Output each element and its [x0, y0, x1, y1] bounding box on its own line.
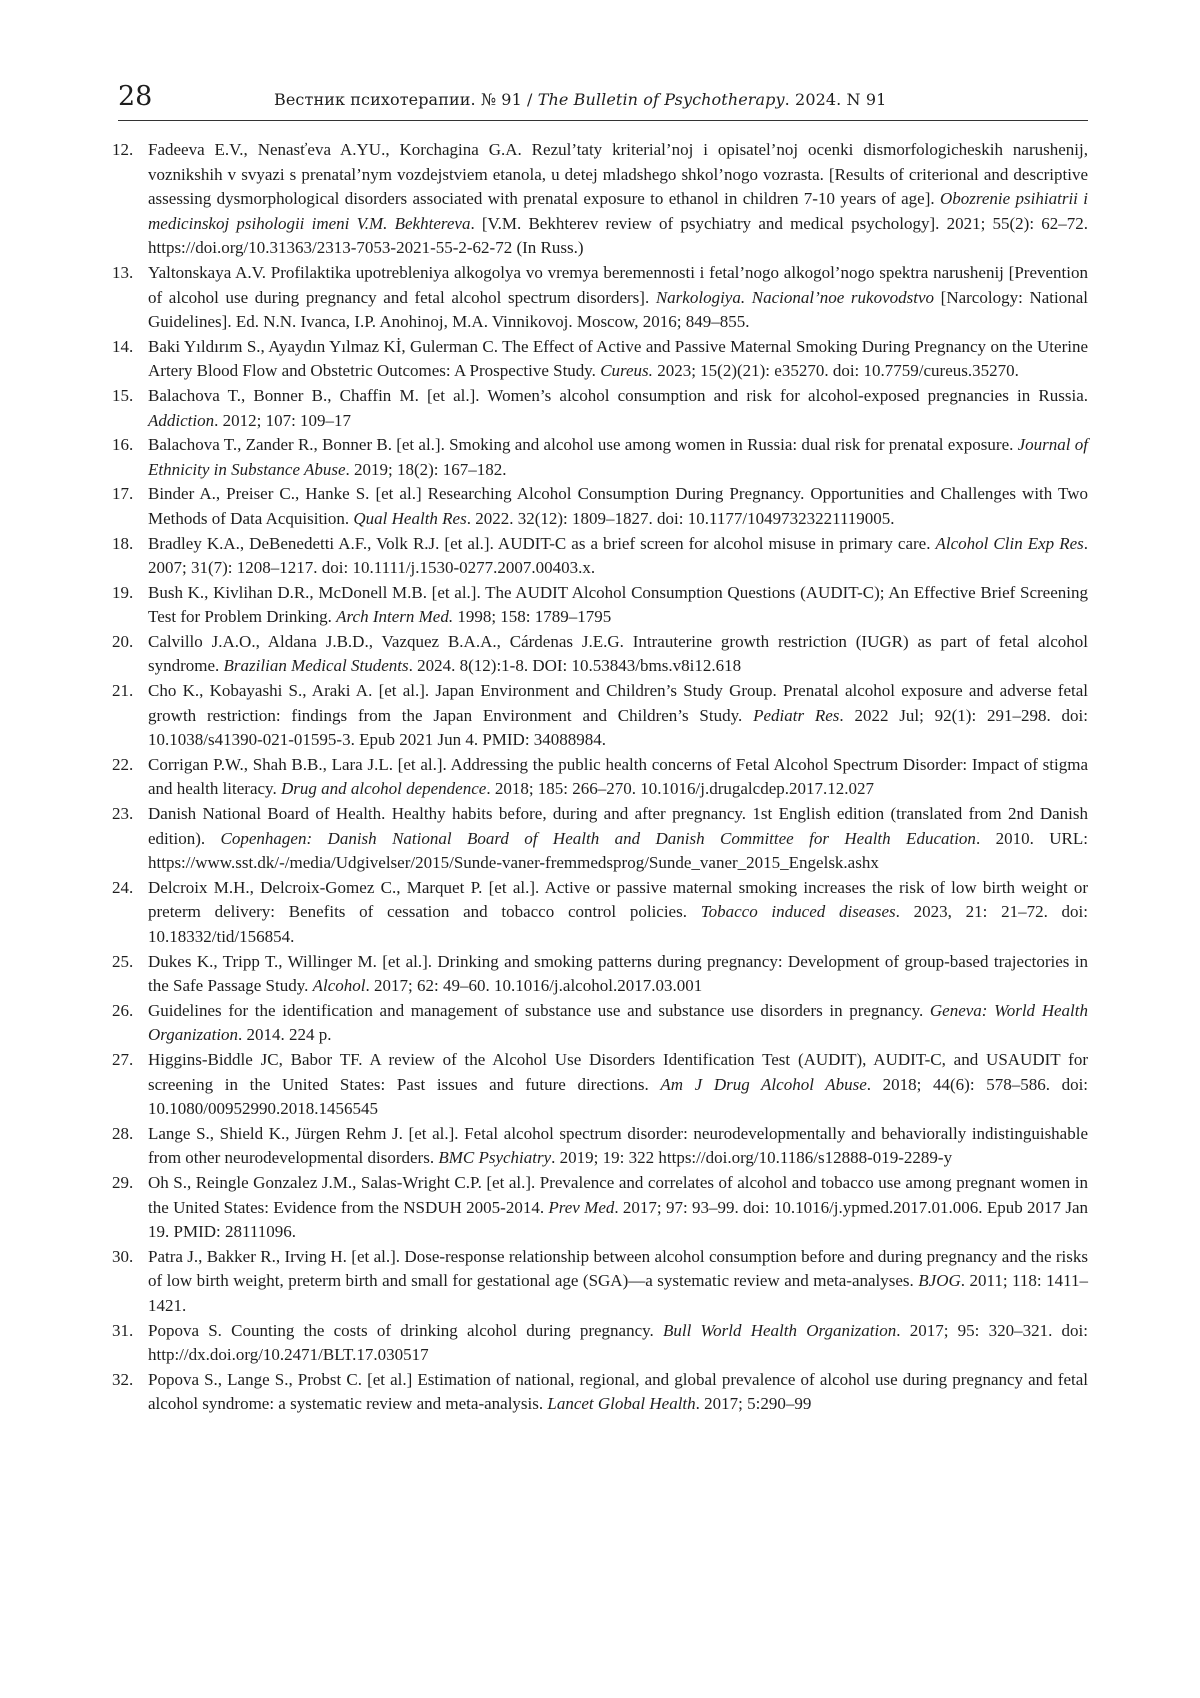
reference-details: . 2019; 18(2): 167–182. [346, 460, 507, 479]
reference-text: Guidelines for the identification and management of substance use and substance use disorders in pregnancy. [148, 1001, 930, 1020]
reference-source: Bull World Health Organization [663, 1321, 896, 1340]
reference-details: . 2022 Jul; 92(1): 291–298. doi: 10.1038/s41390-021-01595-3. Epub 2021 Jun 4. PMID: 34088984. [148, 706, 1088, 750]
reference-text: Delcroix M.H., Delcroix-Gomez C., Marquet P. [et al.]. Active or passive maternal smoking increases the risk of low birth weight or preterm delivery: Benefits of cessation and tobacco control policies. [148, 878, 1088, 922]
reference-source: Prev Med [548, 1198, 614, 1217]
reference-details: 1998; 158: 1789–1795 [453, 607, 611, 626]
journal-title-en: The Bulletin of Psychotherapy [538, 90, 785, 109]
reference-item [112, 482, 1088, 531]
reference-item [112, 630, 1088, 679]
reference-number: 32. [112, 1368, 133, 1393]
reference-number: 26. [112, 999, 133, 1024]
reference-source: Journal of Ethnicity in Substance Abuse [148, 435, 1088, 479]
reference-text: Popova S. Counting the costs of drinking alcohol during pregnancy. [148, 1321, 663, 1340]
reference-text: Balachova T., Zander R., Bonner B. [et al.]. Smoking and alcohol use among women in Russia: dual risk for prenatal exposure. [148, 435, 1018, 454]
reference-text: Corrigan P.W., Shah B.B., Lara J.L. [et al.]. Addressing the public health concerns of Fetal Alcohol Spectrum Disorder: Impact of stigma and health literacy. [148, 755, 1088, 799]
reference-details: . 2018; 44(6): 578–586. doi: 10.1080/00952990.2018.1456545 [148, 1075, 1088, 1119]
title-separator: / [527, 90, 533, 109]
reference-number: 23. [112, 802, 133, 827]
reference-number: 14. [112, 335, 133, 360]
reference-number: 27. [112, 1048, 133, 1073]
reference-item [112, 433, 1088, 482]
reference-text: Dukes K., Tripp T., Willinger M. [et al.]. Drinking and smoking patterns during pregnancy: Development of group-based trajectories in the Safe Passage Study. [148, 952, 1088, 996]
reference-details: . 2022. 32(12): 1809–1827. doi: 10.1177/10497323221119005. [467, 509, 895, 528]
reference-source: BJOG [918, 1271, 960, 1290]
reference-item [112, 532, 1088, 581]
reference-text: Baki Yıldırım S., Ayaydın Yılmaz Kİ, Gulerman C. The Effect of Active and Passive Maternal Smoking During Pregnancy on the Uterine Artery Blood Flow and Obstetric Outcomes: A Prospective Study. [148, 337, 1088, 381]
reference-item [112, 950, 1088, 999]
running-head [274, 90, 886, 110]
reference-source: Narkologiya. Nacional’noe rukovodstvo [656, 288, 934, 307]
reference-source: BMC Psychiatry [438, 1148, 551, 1167]
page-header [118, 82, 1088, 121]
reference-text: Popova S., Lange S., Probst C. [et al.] Estimation of national, regional, and global prevalence of alcohol use during pregnancy and fetal alcohol syndrome: a systematic review and meta-analysis. [148, 1370, 1088, 1414]
reference-source: Arch Intern Med. [336, 607, 453, 626]
reference-source: Obozrenie psihiatrii i medicinskoj psihologii imeni V.M. Bekhtereva [148, 189, 1088, 233]
reference-text: Danish National Board of Health. Healthy habits before, during and after pregnancy. 1st English edition (translated from 2nd Danish edition). [148, 804, 1088, 848]
reference-item [112, 384, 1088, 433]
reference-item [112, 1122, 1088, 1171]
reference-source: Cureus. [600, 361, 653, 380]
reference-item [112, 679, 1088, 753]
reference-item [112, 1368, 1088, 1417]
reference-details: . 2017; 62: 49–60. 10.1016/j.alcohol.2017.03.001 [366, 976, 703, 995]
reference-source: Lancet Global Health [547, 1394, 695, 1413]
reference-text: Yaltonskaya A.V. Profilaktika upotrebleniya alkogolya vo vremya beremennosti i fetal’nogo alkogol’nogo spektra narushenij [Prevention of alcohol use during pregnancy and fetal alcohol spectrum disorders]. [148, 263, 1088, 307]
reference-number: 28. [112, 1122, 133, 1147]
reference-text: Bradley K.A., DeBenedetti A.F., Volk R.J. [et al.]. AUDIT-C as a brief screen for alcohol misuse in primary care. [148, 534, 936, 553]
reference-details: . 2012; 107: 109–17 [214, 411, 351, 430]
reference-details: . 2010. URL: https://www.sst.dk/-/media/Udgivelser/2015/Sunde-vaner-fremmedsprog/Sunde_vaner_2015_Engelsk.ashx [148, 829, 1088, 873]
reference-details: . 2019; 19: 322 https://doi.org/10.1186/s12888-019-2289-y [551, 1148, 952, 1167]
reference-list [112, 138, 1088, 1417]
reference-details: . 2024. 8(12):1-8. DOI: 10.53843/bms.v8i12.618 [409, 656, 741, 675]
reference-number: 29. [112, 1171, 133, 1196]
reference-number: 15. [112, 384, 133, 409]
reference-details: . 2023, 21: 21–72. doi: 10.18332/tid/156854. [148, 902, 1088, 946]
reference-source: Addiction [148, 411, 214, 430]
reference-details: . 2017; 5:290–99 [696, 1394, 812, 1413]
reference-number: 24. [112, 876, 133, 901]
reference-source: Pediatr Res [753, 706, 839, 725]
reference-number: 20. [112, 630, 133, 655]
reference-item [112, 753, 1088, 802]
reference-item [112, 581, 1088, 630]
reference-source: Geneva: World Health Organization [148, 1001, 1088, 1045]
reference-details: . 2011; 118: 1411–1421. [148, 1271, 1088, 1315]
reference-item [112, 261, 1088, 335]
reference-item [112, 1245, 1088, 1319]
reference-text: Cho K., Kobayashi S., Araki A. [et al.]. Japan Environment and Children’s Study Group. Prenatal alcohol exposure and adverse fetal growth restriction: findings from the Japan Environment and Children’s Study. [148, 681, 1088, 725]
year-issue: . 2024. N 91 [785, 90, 887, 109]
reference-text: Calvillo J.A.O., Aldana J.B.D., Vazquez B.A.A., Cárdenas J.E.G. Intrauterine growth restriction (IUGR) as part of fetal alcohol syndrome. [148, 632, 1088, 676]
reference-details: . 2014. 224 p. [238, 1025, 332, 1044]
page-number: 28 [118, 82, 152, 112]
reference-source: Qual Health Res [353, 509, 466, 528]
reference-text: Binder A., Preiser C., Hanke S. [et al.] Researching Alcohol Consumption During Pregnancy. Opportunities and Challenges with Two Methods of Data Acquisition. [148, 484, 1088, 528]
reference-number: 13. [112, 261, 133, 286]
reference-item [112, 1319, 1088, 1368]
reference-number: 19. [112, 581, 133, 606]
reference-item [112, 1048, 1088, 1122]
reference-text: Patra J., Bakker R., Irving H. [et al.]. Dose-response relationship between alcohol consumption before and during pregnancy and the risks of low birth weight, preterm birth and small for gestational age (SGA)—a systematic review and meta-analyses. [148, 1247, 1088, 1291]
reference-details: . 2017; 97: 93–99. doi: 10.1016/j.ypmed.2017.01.006. Epub 2017 Jan 19. PMID: 28111096. [148, 1198, 1088, 1242]
reference-details: . 2017; 95: 320–321. doi: http://dx.doi.org/10.2471/BLT.17.030517 [148, 1321, 1088, 1365]
reference-item [112, 999, 1088, 1048]
reference-item [112, 876, 1088, 950]
reference-source: Alcohol Clin Exp Res [936, 534, 1084, 553]
reference-source: Copenhagen: Danish National Board of Health and Danish Committee for Health Education [221, 829, 976, 848]
reference-source: Brazilian Medical Students [224, 656, 409, 675]
journal-page [0, 0, 1200, 1698]
reference-item [112, 802, 1088, 876]
reference-item [112, 138, 1088, 261]
reference-source: Drug and alcohol dependence [281, 779, 486, 798]
reference-number: 21. [112, 679, 133, 704]
reference-details: [Narcology: National Guidelines]. Ed. N.N. Ivanca, I.P. Anohinoj, M.A. Vinnikovoj. Moscow, 2016; 849–855. [148, 288, 1088, 332]
reference-number: 25. [112, 950, 133, 975]
reference-details: 2023; 15(2)(21): e35270. doi: 10.7759/cureus.35270. [653, 361, 1019, 380]
reference-source: Am J Drug Alcohol Abuse [660, 1075, 866, 1094]
reference-number: 31. [112, 1319, 133, 1344]
journal-title-ru: Вестник психотерапии. № 91 [274, 90, 522, 109]
reference-source: Tobacco induced diseases [701, 902, 896, 921]
reference-item [112, 335, 1088, 384]
reference-number: 30. [112, 1245, 133, 1270]
reference-text: Balachova T., Bonner B., Chaffin M. [et al.]. Women’s alcohol consumption and risk for alcohol-exposed pregnancies in Russia. [148, 386, 1088, 405]
reference-item [112, 1171, 1088, 1245]
reference-text: Fadeeva E.V., Nenasťeva A.YU., Korchagina G.A. Rezul’taty kriterial’noj i opisatel’noj ocenki dismorfologicheskih narushenij, voznikshih v svyazi s prenatal’nym vozdejstviem etanola, u detej mladshego shkol’nogo vozrasta. [Results of criterional and descriptive assessing dysmorphological disorders associated with prenatal exposure to ethanol in children 7-10 years of age]. [148, 140, 1088, 208]
reference-number: 16. [112, 433, 133, 458]
reference-text: Lange S., Shield K., Jürgen Rehm J. [et al.]. Fetal alcohol spectrum disorder: neurodevelopmentally and behaviorally indistinguishable from other neurodevelopmental disorders. [148, 1124, 1088, 1168]
reference-number: 18. [112, 532, 133, 557]
reference-text: Oh S., Reingle Gonzalez J.M., Salas-Wright C.P. [et al.]. Prevalence and correlates of alcohol and tobacco use among pregnant women in the United States: Evidence from the NSDUH 2005-2014. [148, 1173, 1088, 1217]
reference-number: 12. [112, 138, 133, 163]
reference-source: Alcohol [313, 976, 366, 995]
reference-text: Higgins-Biddle JC, Babor TF. A review of the Alcohol Use Disorders Identification Test (AUDIT), AUDIT-C, and USAUDIT for screening in the United States: Past issues and future directions. [148, 1050, 1088, 1094]
reference-details: . 2018; 185: 266–270. 10.1016/j.drugalcdep.2017.12.027 [486, 779, 874, 798]
reference-details: . 2007; 31(7): 1208–1217. doi: 10.1111/j.1530-0277.2007.00403.x. [148, 534, 1088, 578]
reference-number: 17. [112, 482, 133, 507]
reference-details: . [V.M. Bekhterev review of psychiatry and medical psychology]. 2021; 55(2): 62–72. https://doi.org/10.31363/2313-7053-2021-55-2-62-72 (In Russ.) [148, 214, 1088, 258]
reference-number: 22. [112, 753, 133, 778]
reference-text: Bush K., Kivlihan D.R., McDonell M.B. [et al.]. The AUDIT Alcohol Consumption Questions (AUDIT-C); An Effective Brief Screening Test for Problem Drinking. [148, 583, 1088, 627]
